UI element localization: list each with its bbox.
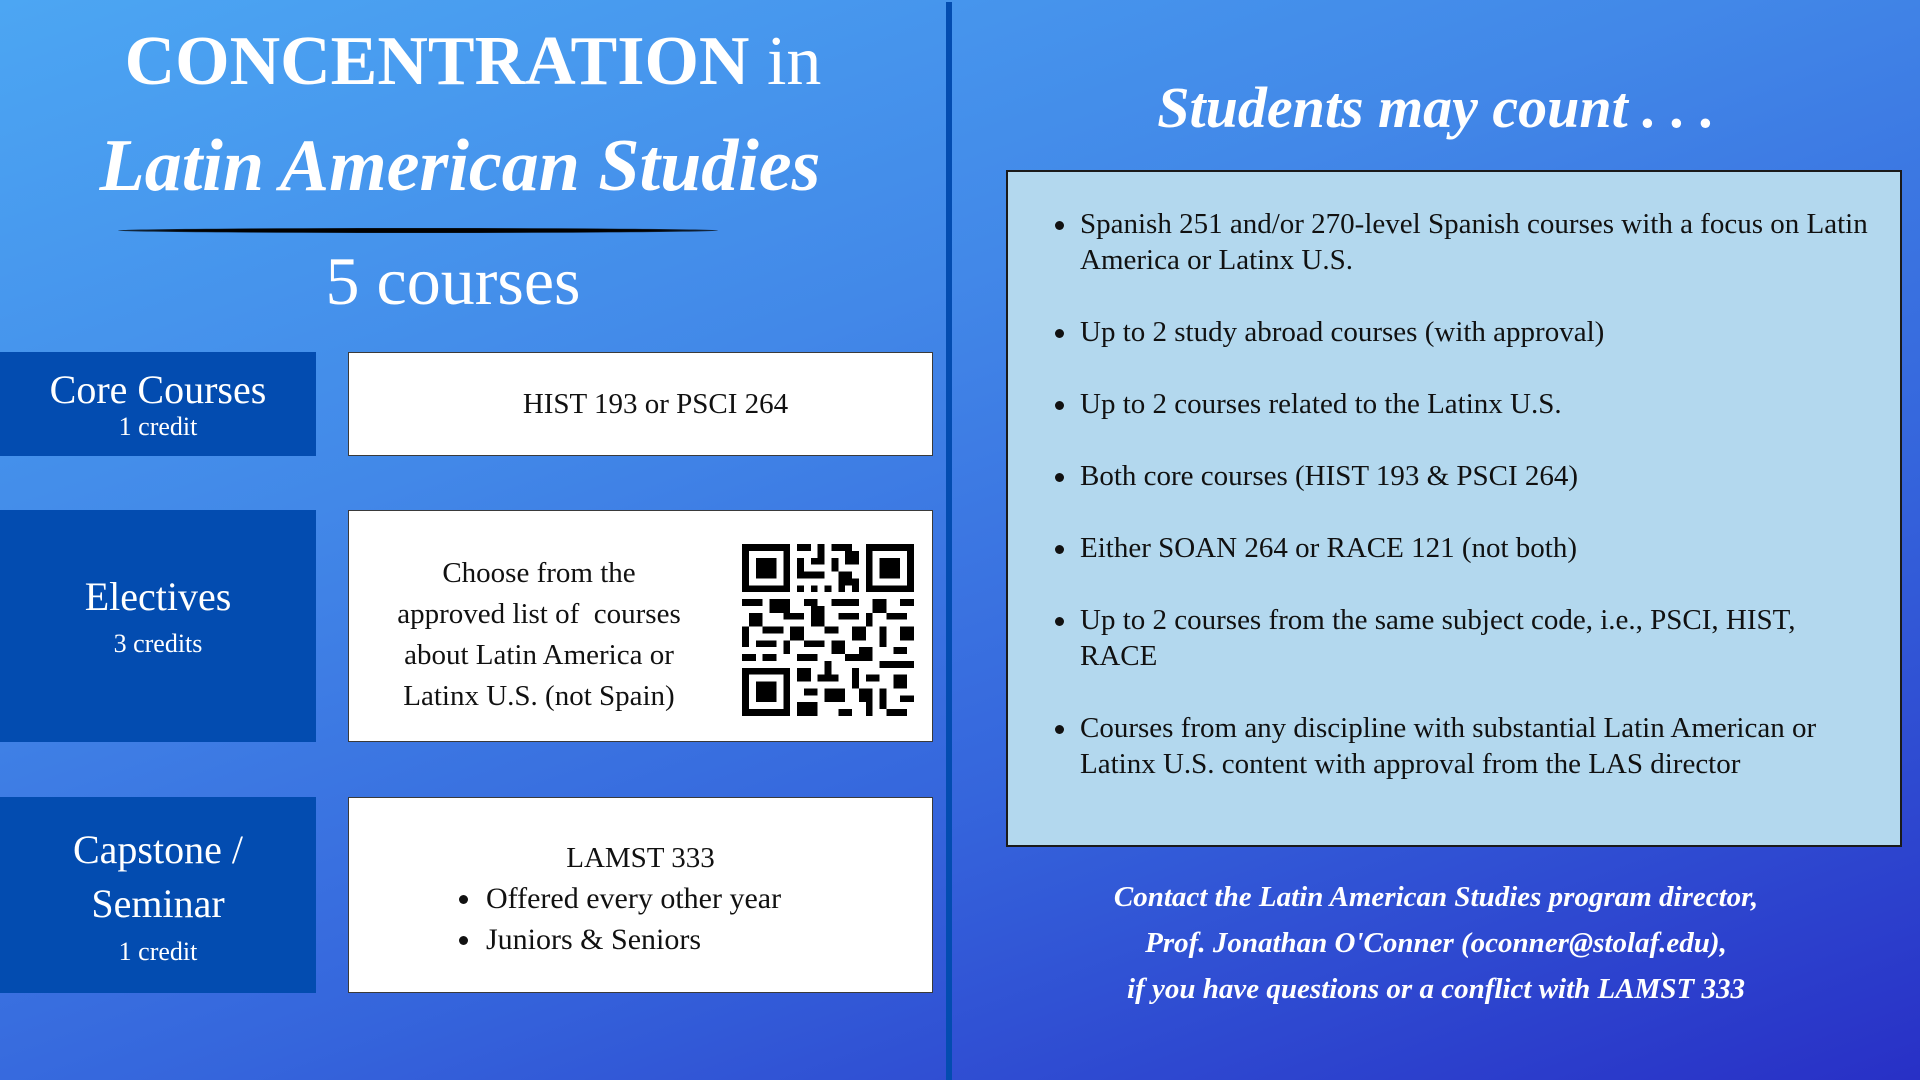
course-count: 5 courses [325,243,581,319]
core-courses-box [348,352,933,456]
contact-line: Contact the Latin American Studies program director, [1113,881,1759,913]
capstone-box [348,797,933,993]
students-may-count-list [1052,206,1880,818]
list-item: Up to 2 study abroad courses (with approval) [1052,314,1880,350]
title-connector: in [749,23,822,100]
capstone-note: Offered every other year [459,878,781,919]
program-name: Latin American Studies [99,125,821,207]
capstone-title-line1: Capstone / [73,827,243,872]
capstone-notes [459,878,781,960]
electives-detail-line: Latinx U.S. (not Spain) [403,680,675,712]
title-concentration: CONCENTRATION [124,23,750,100]
list-item: Courses from any discipline with substantial Latin American or Latinx U.S. content with approval from the LAS director [1052,710,1880,782]
capstone-title-line2: Seminar [91,881,225,926]
list-item: Both core courses (HIST 193 & PSCI 264) [1052,458,1880,494]
students-may-count-box [1006,170,1902,847]
electives-title: Electives [84,574,232,619]
electives-detail-line: approved list of courses [397,598,681,630]
list-item: Spanish 251 and/or 270-level Spanish courses with a focus on Latin America or Latinx U.S. [1052,206,1880,278]
electives-box [348,510,933,742]
list-item: Up to 2 courses from the same subject code, i.e., PSCI, HIST, RACE [1052,602,1880,674]
list-item: Either SOAN 264 or RACE 121 (not both) [1052,530,1880,566]
contact-line: if you have questions or a conflict with LAMST 333 [1127,973,1745,1005]
capstone-credits: 1 credit [118,937,198,966]
qr-code-icon[interactable] [742,543,914,717]
title-divider [118,228,718,233]
contact-line: Prof. Jonathan O'Conner (oconner@stolaf.edu), [1145,927,1727,959]
students-may-count-title: Students may count . . . [1157,75,1715,140]
core-courses-title: Core Courses [49,367,267,412]
core-courses-credits: 1 credit [118,412,198,441]
contact-info [952,874,1920,1012]
list-item: Up to 2 courses related to the Latinx U.S. [1052,386,1880,422]
electives-detail-line: about Latin America or [404,639,674,671]
core-courses-label [0,352,316,456]
electives-detail-line: Choose from the [442,557,636,589]
electives-label [0,510,316,742]
electives-detail [349,553,729,717]
page-title [0,24,946,100]
electives-credits: 3 credits [113,629,203,658]
capstone-label [0,797,316,993]
capstone-course: LAMST 333 [566,842,715,874]
core-courses-detail: HIST 193 or PSCI 264 [522,387,789,420]
capstone-note: Juniors & Seniors [459,919,781,960]
